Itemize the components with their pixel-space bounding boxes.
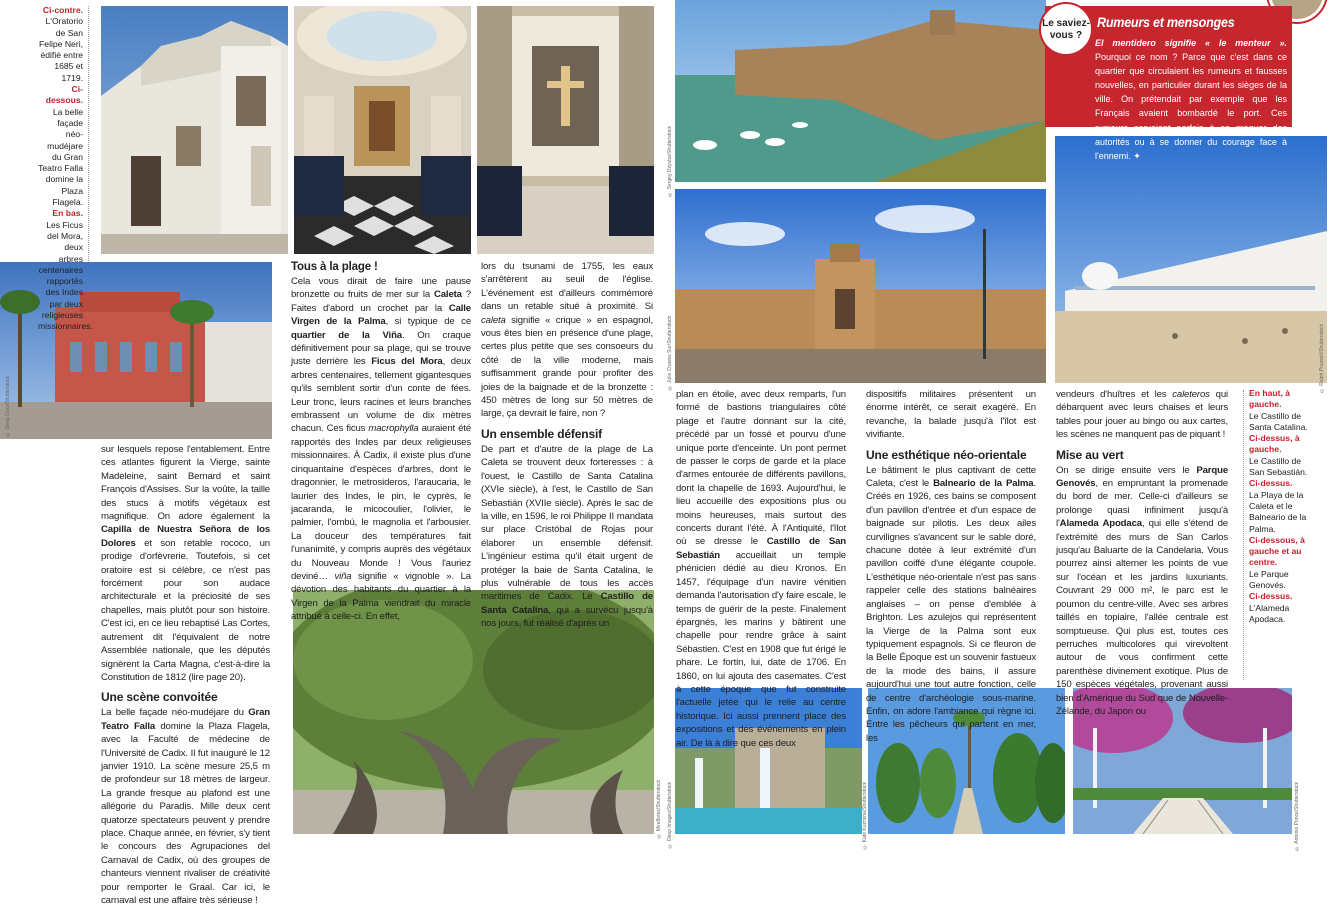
- photo-credit-parque2: © Kate Kuzmina/Shutterstock: [862, 782, 868, 850]
- text-column-3: [481, 260, 653, 631]
- paragraph: De part et d'autre de la plage de La Caleta se trouvent deux forteresses : à l'ouest, le Castillo de Santa Catalina (XVIe siècle), à l'est, le Castillo de San Sebastián (XVIIe siècle). Après le sac de la ville, en 1596, le roi Philippe II mandata sur place Cristóbal de Rojas pour élaborer un ensemble défensif. L'ingénieur estima qu'il était urgent de protéger la baie de Santa Catalina, le plus vulnérable de tous les accès maritimes de Cadix. Le Castillo de Santa Catalina, qui a survécu jusqu'à nos jours, fut réalisé d'après un: [481, 443, 653, 630]
- photo-credit-ficus: © Miraflores/Shutterstock: [656, 780, 662, 839]
- caption-text: La Playa de la Caleta et le Balneario de la Palma.: [1249, 489, 1307, 534]
- paragraph: vendeurs d'huîtres et les caleteros qui débarquent avec leurs chaises et leurs tables pour jouer au bingo ou aux cartes, les scènes ne manquent pas de piquant !: [1056, 389, 1228, 441]
- paragraph: La belle façade néo-mudéjare du Gran Teatro Falla domine la Plaza Flagela, avec la Faculté de médecine de l'Université de Cadix. Il fut inauguré le 12 janvier 1910. La scène mesure 25,5 m de profondeur sur 18 mètres de largeur. La grande fresque au plafond est une allégorie du Paradis. Mille deux cent quatorze spectateurs peuvent y prendre place. Chaque année, en février, s'y tient le concours des Agrupaciones del Carnaval de Cadix, où des groupes de chanteurs viennent rivaliser de créativité pour remporter le Graal. Car ici, le carnaval est une affaire très sérieuse !: [101, 707, 270, 906]
- photo-castillo-san-sebastian: [675, 189, 1046, 383]
- text-column-4: [676, 388, 846, 750]
- paragraph: lors du tsunami de 1755, les eaux s'arrêtèrent au seuil de l'église. L'événement est d'ailleurs commémoré dans un retable situé à proximité. Si caleta signifie « crique » en espagnol, vous êtes bien en présence d'une plage, certes plus petite que ses consoeurs du côté de la ville moderne, mais suffisamment grande pour profiter des joies de la baignade et de la bronzette : 450 mètres de long sur 50 mètres de large, ça devrait le faire, non ?: [481, 261, 653, 420]
- subheading: Une scène convoitée: [101, 690, 218, 705]
- caption-label: Ci-contre.: [42, 5, 83, 15]
- text-column-5: [866, 388, 1036, 745]
- photo-altar: [477, 6, 654, 254]
- paragraph: sur lesquels repose l'entablement. Entre ces atlantes figurent la Vierge, sainte Madeleine, saint Bernard et saint François d'Assises. Sur la voûte, la taille des stucs à motifs végétaux est magnifique. On adore également la Capilla de Nuestra Señora de los Dolores et son retable rococo, un prodige d'orfèvrerie. Toutefois, si cet oratoire est si célèbre, ce n'est pas forcément pour son audace architecturale et la préciosité de ses chapelles, mais plutôt pour son histoire. C'est ici, en ce lieu rebaptisé Las Cortes, autrement dit l'équivalent de notre Assemblée nationale, que les députés signèrent la Carta Magna, c'est-à-dire la Constitution de 1812 (lire page 20).: [101, 444, 270, 683]
- photo-credit-sebastian: © Julio Chaves Sur/Shutterstock: [667, 316, 673, 391]
- caption-text: L'Alameda Apodaca.: [1249, 602, 1290, 624]
- photo-balneario-de-la-palma: [1055, 136, 1327, 383]
- caption-label: Ci-dessus.: [1249, 478, 1293, 489]
- caption-text: L'Oratorio de San Felipe Neri, édifié entre 1685 et 1719.: [39, 16, 83, 83]
- photo-castillo-santa-catalina: [675, 0, 1046, 182]
- separator: [1243, 390, 1244, 680]
- subheading: Tous à la plage !: [291, 261, 378, 273]
- sidebar-title: Rumeurs et mensonges: [1097, 14, 1235, 30]
- paragraph: dispositifs militaires présentent un énorme intérêt, ce serait exagéré. En revanche, la balade jusqu'à l'îlot est vivifiante.: [866, 389, 1036, 441]
- photo-credit-parque1: © Deep Images/Shutterstock: [667, 782, 673, 849]
- text-column-1: [101, 443, 270, 907]
- le-saviez-vous-badge: Le saviez-vous ?: [1039, 2, 1093, 56]
- text-column-6: [1056, 388, 1228, 718]
- caption-text: Les Ficus del Mora, deux arbres centenaires rapportés des Indes par deux religieuses missionnaires.: [38, 219, 93, 332]
- caption-label: Ci-dessous.: [45, 84, 83, 106]
- subheading: Une esthétique néo-orientale: [866, 447, 1027, 462]
- photo-credit-palma: © Ralph Prusseit/Shutterstock: [1319, 324, 1325, 394]
- caption-text: Le Castillo de San Sebastián.: [1249, 455, 1308, 478]
- sidebar-body: El mentidero signifie « le menteur ». Pourquoi ce nom ? Parce que c'est dans ce quartier que circulaient les rumeurs et fausses nouvelles, en particulier durant les sièges de la ville. On prétendait par exemple que les Français avaient bombardé le port. Ces rumeurs servaient parfois à se moquer des autorités ou à se donner du courage face à l'ennemi. ✦: [1095, 38, 1287, 161]
- caption-label: En bas.: [52, 208, 83, 219]
- caption-right: [1249, 388, 1309, 625]
- paragraph: Le bâtiment le plus captivant de cette Caleta, c'est le Balneario de la Palma. Créés en 1926, ces bains se composent d'un pavillon d'entrée et d'un espace de baignade sur pilotis. Les deux ailes curvilignes s'avancent sur le sable doré, chacune dotée à leur extrémité d'un pavillon coiffé d'une élégante coupole. L'esthétique néo-orientale n'est pas sans rappeler celle des stations balnéaires anglaises – on pense d'emblée à Brighton. Les azulejos qui représentent la Vierge de la Palma sont eux typiquement espagnols. Si ce fleuron de la Belle Époque est un souvenir fastueux de la mode des bains, il assure aujourd'hui une tout autre fonction, celle de centre d'archéologie sous-marine. Enfin, on adore l'ambiance qui règne ici. Entre les pêcheurs qui partent en mer, les: [866, 464, 1036, 744]
- subheading: Mise au vert: [1056, 447, 1124, 462]
- caption-label: Ci-dessous, à gauche et au centre.: [1249, 534, 1305, 568]
- subheading: Un ensemble défensif: [481, 426, 603, 441]
- caption-label: En haut, à gauche.: [1249, 388, 1291, 410]
- caption-text: Le Castillo de Santa Catalina.: [1249, 410, 1308, 432]
- paragraph: On se dirige ensuite vers le Parque Genovés, en empruntant la promenade du bord de mer. Celle-ci d'ailleurs se prolonge quasi infiniment jusqu'à l'Alameda Apodaca, qui elle s'étend de l'extrémité des murs de San Carlos jusqu'au Baluarte de la Candelaria. Vous pourrez ainsi alterner les points de vue sur l'océan et les jardins luxuriants. Couvrant 29 000 m², le parc est le poumon du centre-ville. Avec ses arbres taillés en topiaire, l'allée centrale est somptueuse. Qui plus est, toutes ces perruches multicolores qui virevoltent autour de vous confirment cette parenthèse divinement exotique. Plus de 150 espèces végétales, provenant aussi bien d'Amérique du Sud que de Nouvelle-Zélande, du Japon ou: [1056, 464, 1228, 717]
- caption-label: Ci-dessus.: [1249, 591, 1293, 602]
- photo-credit-castle-top: © Sergey Dzyuba/Shutterstock: [667, 126, 673, 197]
- paragraph: Cela vous dirait de faire une pause bronzette ou fruits de mer sur la Caleta ? Faites d'abord un crochet par la Calle Virgen de la Palma, si typique de ce quartier de la Viña. On craque définitivement pour sa plage, qui se trouve juste derrière les Ficus del Mora, deux arbres centenaires, tellement gigantesques qu'ils semblent sortir d'un conte de fées. Leur tronc, leurs racines et leurs branches embrassent un volume de dix mètres chacun. Ces ficus macrophylla auraient été rapportés des Indes par deux religieuses missionnaires. À Cadix, il existe plus d'une cinquantaine d'espèces d'arbres, dont le dragonnier, le metrosideros, l'araucaria, le laurier des Indes, le pin, le cyprès, le jacaranda, le micocoulier, l'olivier, le palmier, l'ombú, le magnolia et l'arbousier. La douceur des températures fait l'unanimité, y compris auprès des végétaux du Nouveau Monde ! Vous l'auriez deviné… viña signifie « vignoble ». La dévotion des habitants du quartier à la Virgen de la Palma viendrait du miracle attribué à celle-ci. En effet,: [291, 276, 472, 623]
- text-column-2: [291, 260, 471, 624]
- photo-church-interior: [294, 6, 471, 254]
- paragraph: plan en étoile, avec deux remparts, l'un formé de bastions triangulaires côté plage et l'autre donnant sur la cité, précédé par un fossé et pourvu d'une unique porte d'enceinte. Un pont permet de passer le corps de garde et la place d'armes entourée de différents pavillons, dont la chapelle de 1693. Aujourd'hui, le lieu accueille des expositions plus ou moins heureuses, mais surtout des concerts durant l'été. À l'Antiquité, l'îlot où se dresse le Castillo de San Sebastián accueillait un temple phénicien dédié au dieu Kronos. En 1457, l'équipage d'un navire vénitien demanda l'autorisation d'y faire escale, le temps de guérir de la peste. Finalement épargnés, les marins y bâtirent une chapelle pour rendre grâce à saint Sébastien. C'est en 1908 que fut érigé le phare. Le fortin, lui, date de 1706. En 1860, on lui ajouta des casemates. C'est à cette époque que fut construite l'actuelle jetée qui le relie au centre historique. Ici aussi prennent place des expositions et des événements en plein air. De là à dire que ces deux: [676, 389, 847, 749]
- sidebar-box: [1042, 6, 1292, 161]
- photo-credit-alameda: © Antonio Ponce/Shutterstock: [1294, 782, 1300, 851]
- caption-text: Le Parque Genovés.: [1249, 568, 1289, 591]
- caption-label: Ci-dessus, à gauche.: [1249, 433, 1300, 455]
- photo-credit-teatro: © Deep Gray/Shutterstock: [5, 376, 11, 437]
- caption-text: La belle façade néo-mudéjare du Gran Teatro Falla domine la Plaza Flagela.: [38, 106, 83, 208]
- photo-oratorio: [101, 6, 288, 254]
- separator: [88, 6, 89, 261]
- caption-left: [38, 5, 93, 333]
